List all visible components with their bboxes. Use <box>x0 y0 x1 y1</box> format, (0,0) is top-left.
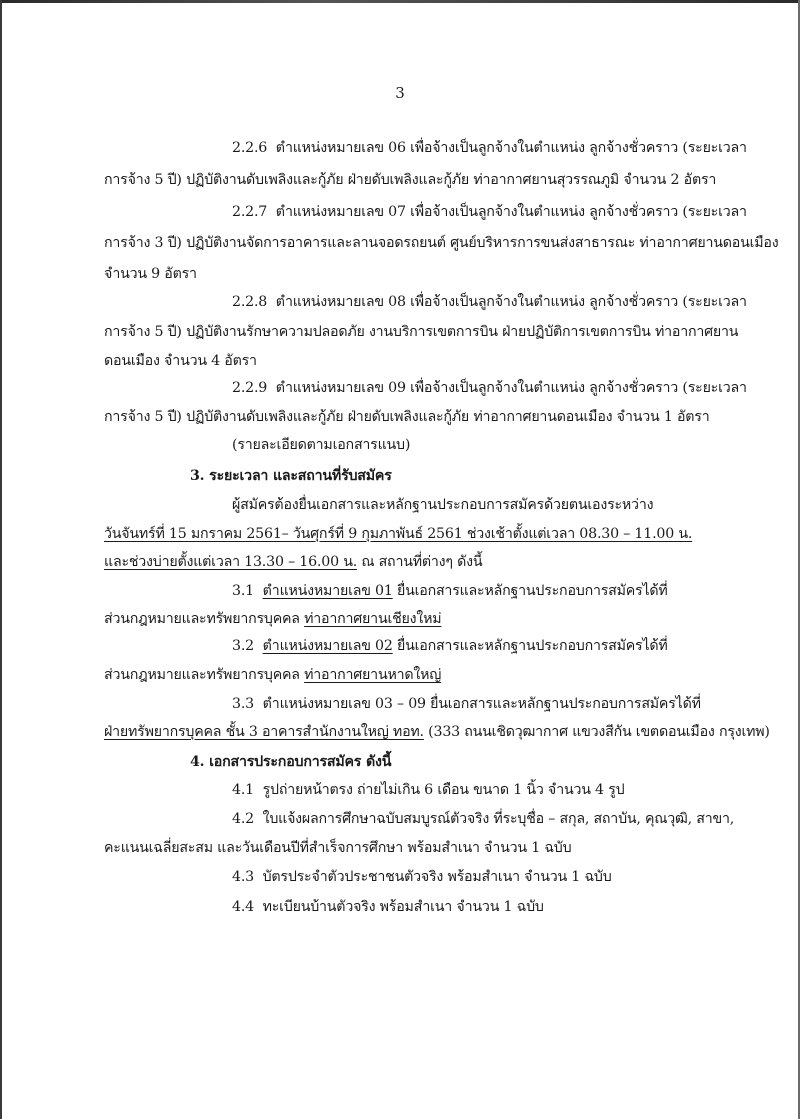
item-2-2-9-line2: การจ้าง 5 ปี) ปฏิบัติงานดับเพลิงและกู้ภัย ฝ่ายดับเพลิงและกู้ภัย ท่าอากาศยานดอนเมือง จำนวน 1 อัตรา <box>104 409 710 425</box>
item-3-1-line2: ส่วนกฎหมายและทรัพยากรบุคคล ท่าอากาศยานเชียงใหม่ <box>104 611 442 627</box>
section-3-intro: ผู้สมัครต้องยื่นเอกสารและหลักฐานประกอบการสมัครด้วยตนเองระหว่าง <box>232 497 654 513</box>
item-2-2-8-line1: 2.2.8 ตำแหน่งหมายเลข 08 เพื่อจ้างเป็นลูกจ้างในตำแหน่ง ลูกจ้างชั่วคราว (ระยะเวลา <box>232 294 747 310</box>
scan-edge-left <box>0 0 2 1119</box>
item-2-2-7-line1: 2.2.7 ตำแหน่งหมายเลข 07 เพื่อจ้างเป็นลูกจ้างในตำแหน่ง ลูกจ้างชั่วคราว (ระยะเวลา <box>232 204 747 220</box>
item-3-2-line2: ส่วนกฎหมายและทรัพยากรบุคคล ท่าอากาศยานหาดใหญ่ <box>104 667 442 683</box>
item-4-2-line1: 4.2 ใบแจ้งผลการศึกษาฉบับสมบูรณ์ตัวจริง ที่ระบุชื่อ – สกุล, สถาบัน, คุณวุฒิ, สาขา, <box>232 811 735 827</box>
item-4-1: 4.1 รูปถ่ายหน้าตรง ถ่ายไม่เกิน 6 เดือน ขนาด 1 นิ้ว จำนวน 4 รูป <box>232 782 625 798</box>
item-4-4: 4.4 ทะเบียนบ้านตัวจริง พร้อมสำเนา จำนวน 1 ฉบับ <box>232 899 544 915</box>
item-4-2-line2: คะแนนเฉลี่ยสะสม และวันเดือนปีที่สำเร็จการศึกษา พร้อมสำเนา จำนวน 1 ฉบับ <box>104 840 572 856</box>
section-3-afternoon: และช่วงบ่ายตั้งแต่เวลา 13.30 – 16.00 น. ณ สถานที่ต่างๆ ดังนี้ <box>104 554 483 570</box>
item-3-3-line2: ฝ่ายทรัพยากรบุคคล ชั้น 3 อาคารสำนักงานใหญ่ ทอท. (333 ถนนเชิดวุฒากาศ แขวงสีกัน เขตดอนเมือง กรุงเทพ) <box>104 724 770 740</box>
item-2-2-6-line2: การจ้าง 5 ปี) ปฏิบัติงานดับเพลิงและกู้ภัย ฝ่ายดับเพลิงและกู้ภัย ท่าอากาศยานสุวรรณภูมิ จำนวน 2 อัตรา <box>104 172 717 188</box>
item-2-2-6-line1: 2.2.6 ตำแหน่งหมายเลข 06 เพื่อจ้างเป็นลูกจ้างในตำแหน่ง ลูกจ้างชั่วคราว (ระยะเวลา <box>232 140 747 156</box>
item-4-3: 4.3 บัตรประจำตัวประชาชนตัวจริง พร้อมสำเนา จำนวน 1 ฉบับ <box>232 869 612 885</box>
scan-edge-top <box>0 0 800 3</box>
section-4-heading: 4. เอกสารประกอบการสมัคร ดังนี้ <box>190 754 392 770</box>
item-2-2-8-line3: ดอนเมือง จำนวน 4 อัตรา <box>104 353 257 369</box>
item-2-2-7-line2: การจ้าง 3 ปี) ปฏิบัติงานจัดการอาคารและลานจอดรถยนต์ ศูนย์บริหารการขนส่งสาธารณะ ท่าอากาศยานดอนเมือง <box>104 235 779 251</box>
item-3-2-line1: 3.2 ตำแหน่งหมายเลข 02 ยื่นเอกสารและหลักฐานประกอบการสมัครได้ที่ <box>232 638 668 654</box>
item-3-1-line1: 3.1 ตำแหน่งหมายเลข 01 ยื่นเอกสารและหลักฐานประกอบการสมัครได้ที่ <box>232 583 668 599</box>
item-2-2-7-line3: จำนวน 9 อัตรา <box>104 266 197 282</box>
item-2-2-8-line2: การจ้าง 5 ปี) ปฏิบัติงานรักษาความปลอดภัย งานบริการเขตการบิน ฝ่ายปฏิบัติการเขตการบิน ท่าอากาศยาน <box>104 324 739 340</box>
attachment-note: (รายละเอียดตามเอกสารแนบ) <box>232 437 411 453</box>
section-3-date-range: วันจันทร์ที่ 15 มกราคม 2561– วันศุกร์ที่ 9 กุมภาพันธ์ 2561 ช่วงเช้าตั้งแต่เวลา 08.30 – 11.00 น. <box>104 526 693 542</box>
page-number: 3 <box>395 84 405 102</box>
item-3-3-line1: 3.3 ตำแหน่งหมายเลข 03 – 09 ยื่นเอกสารและหลักฐานประกอบการสมัครได้ที่ <box>232 696 701 712</box>
section-3-heading: 3. ระยะเวลา และสถานที่รับสมัคร <box>190 468 392 484</box>
item-2-2-9-line1: 2.2.9 ตำแหน่งหมายเลข 09 เพื่อจ้างเป็นลูกจ้างในตำแหน่ง ลูกจ้างชั่วคราว (ระยะเวลา <box>232 380 747 396</box>
